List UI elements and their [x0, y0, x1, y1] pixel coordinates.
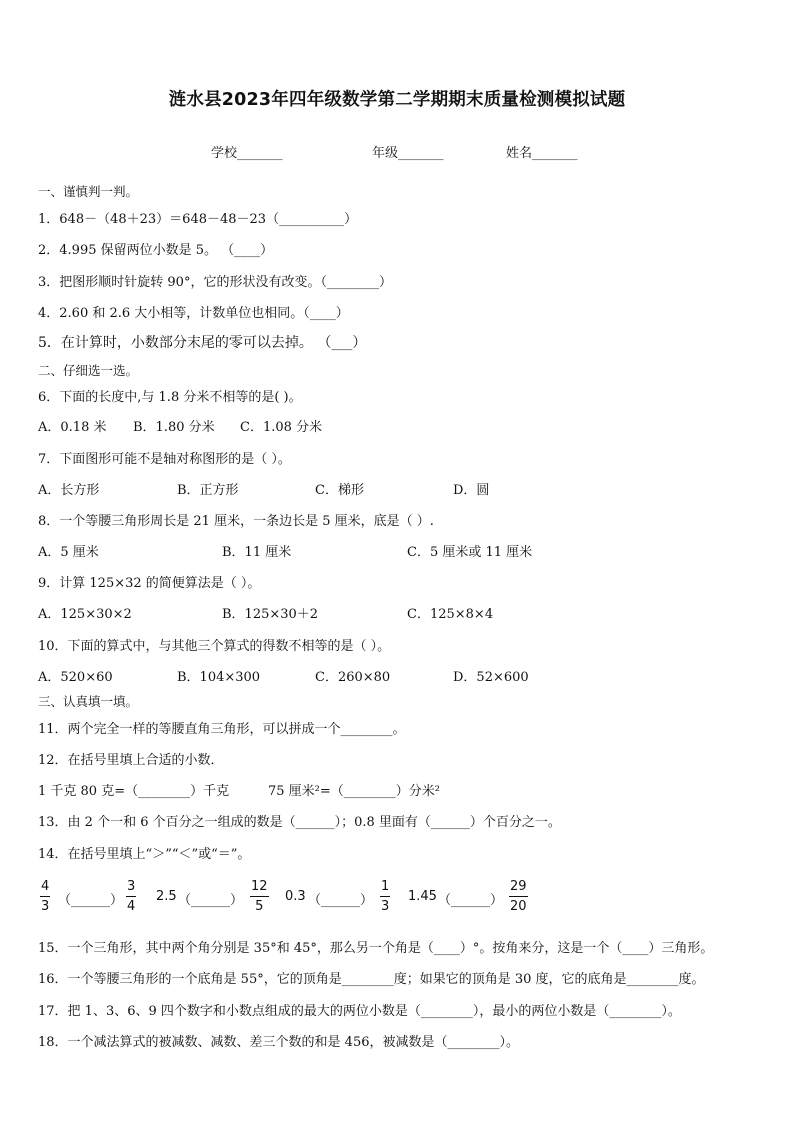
q7-option-d: D．圆 [453, 483, 490, 498]
q10-option-a: A．520×60 [38, 670, 113, 685]
question-15: 15．一个三角形，其中两个角分别是 35°和 45°，那么另一个角是（____）°。按角来分，这是一个（____）三角形。 [38, 941, 714, 956]
numerator: 12 [251, 879, 268, 894]
q8-option-c: C．5 厘米或 11 厘米 [407, 545, 533, 560]
q6-option-b: B．1.80 分米 [133, 420, 215, 435]
school-field[interactable]: 学校_______ [211, 146, 283, 161]
fraction-4-3 [40, 879, 50, 914]
section-2-heading: 二、仔细选一选。 [38, 363, 139, 378]
question-16: 16．一个等腰三角形的一个底角是 55°，它的顶角是________度；如果它的顶角是 30 度，它的底角是________度。 [38, 972, 705, 987]
fraction-bar [126, 896, 136, 897]
question-5: 5．在计算时，小数部分末尾的零可以去掉。 （___） [38, 335, 367, 351]
q8-option-b: B．11 厘米 [222, 545, 292, 560]
q10-option-d: D．52×600 [453, 670, 529, 685]
q7-option-c: C．梯形 [315, 483, 364, 498]
fraction-bar [380, 896, 390, 897]
name-field[interactable]: 姓名_______ [506, 146, 578, 161]
question-11: 11．两个完全一样的等腰直角三角形，可以拼成一个________。 [38, 722, 406, 737]
numerator: 29 [510, 879, 527, 894]
question-18: 18．一个减法算式的被减数、减数、差三个数的和是 456，被减数是（________）。 [38, 1035, 519, 1050]
fraction-29-20 [509, 879, 528, 914]
numerator: 3 [127, 879, 136, 894]
question-7: 7．下面图形可能不是轴对称图形的是（ ）。 [38, 452, 291, 467]
denominator: 4 [127, 899, 136, 914]
q9-option-c: C．125×8×4 [407, 607, 494, 622]
question-3: 3．把图形顺时针旋转 90°，它的形状没有改变。（________） [38, 275, 392, 290]
question-2: 2．4.995 保留两位小数是 5。 （____） [38, 243, 274, 258]
page-title: 涟水县2023年四年级数学第二学期期末质量检测模拟试题 [168, 90, 626, 110]
question-12: 12．在括号里填上合适的小数． [38, 753, 224, 768]
q10-option-c: C．260×80 [315, 670, 391, 685]
q7-option-a: A．长方形 [38, 483, 100, 498]
question-17: 17．把 1、3、6、9 四个数字和小数点组成的最大的两位小数是（________），最小的两位小数是（________）。 [38, 1004, 681, 1019]
q9-option-a: A．125×30×2 [38, 607, 132, 622]
q14-value-2-5: 2.5 [156, 889, 177, 904]
fraction-bar [250, 896, 269, 897]
question-1: 1．648－（48＋23）＝648－48－23（__________） [38, 212, 358, 227]
fraction-1-3 [380, 879, 390, 914]
question-14: 14．在括号里填上“＞”“＜”或“＝”。 [38, 847, 251, 862]
q12-part-b: 75 厘米²=（________）分米² [268, 784, 440, 799]
denominator: 20 [510, 899, 527, 914]
question-4: 4．2.60 和 2.6 大小相等，计数单位也相同。（____） [38, 306, 349, 321]
q14-blank-4[interactable]: （______） [438, 893, 504, 908]
q14-blank-2[interactable]: （______） [178, 893, 244, 908]
question-9: 9．计算 125×32 的简便算法是（ ）。 [38, 576, 261, 591]
fraction-3-4 [126, 879, 136, 914]
section-1-heading: 一、谨慎判一判。 [38, 184, 139, 199]
q14-blank-3[interactable]: （______） [308, 893, 374, 908]
q9-option-b: B．125×30＋2 [222, 607, 319, 622]
q6-option-a: A．0.18 米 [38, 420, 107, 435]
q14-value-1-45: 1.45 [408, 889, 437, 904]
q14-blank-1[interactable]: （______） [58, 893, 124, 908]
q10-option-b: B．104×300 [177, 670, 261, 685]
q6-option-c: C．1.08 分米 [240, 420, 323, 435]
numerator: 4 [41, 879, 50, 894]
denominator: 3 [381, 899, 390, 914]
fraction-12-5 [250, 879, 269, 914]
q14-value-0-3: 0.3 [285, 889, 306, 904]
question-10: 10．下面的算式中，与其他三个算式的得数不相等的是（ ）。 [38, 639, 391, 654]
q12-part-a: 1 千克 80 克=（________）千克 [38, 784, 230, 799]
denominator: 5 [255, 899, 264, 914]
question-8: 8．一个等腰三角形周长是 21 厘米，一条边长是 5 厘米，底是（ ）. [38, 514, 434, 529]
question-6: 6．下面的长度中,与 1.8 分米不相等的是( )。 [38, 390, 302, 405]
numerator: 1 [381, 879, 390, 894]
grade-field[interactable]: 年级_______ [372, 146, 444, 161]
section-3-heading: 三、认真填一填。 [38, 694, 139, 709]
q7-option-b: B．正方形 [177, 483, 239, 498]
q8-option-a: A．5 厘米 [38, 545, 99, 560]
question-13: 13．由 2 个一和 6 个百分之一组成的数是（______）；0.8 里面有（______）个百分之一。 [38, 815, 561, 830]
denominator: 3 [41, 899, 50, 914]
fraction-bar [509, 896, 528, 897]
fraction-bar [40, 896, 50, 897]
